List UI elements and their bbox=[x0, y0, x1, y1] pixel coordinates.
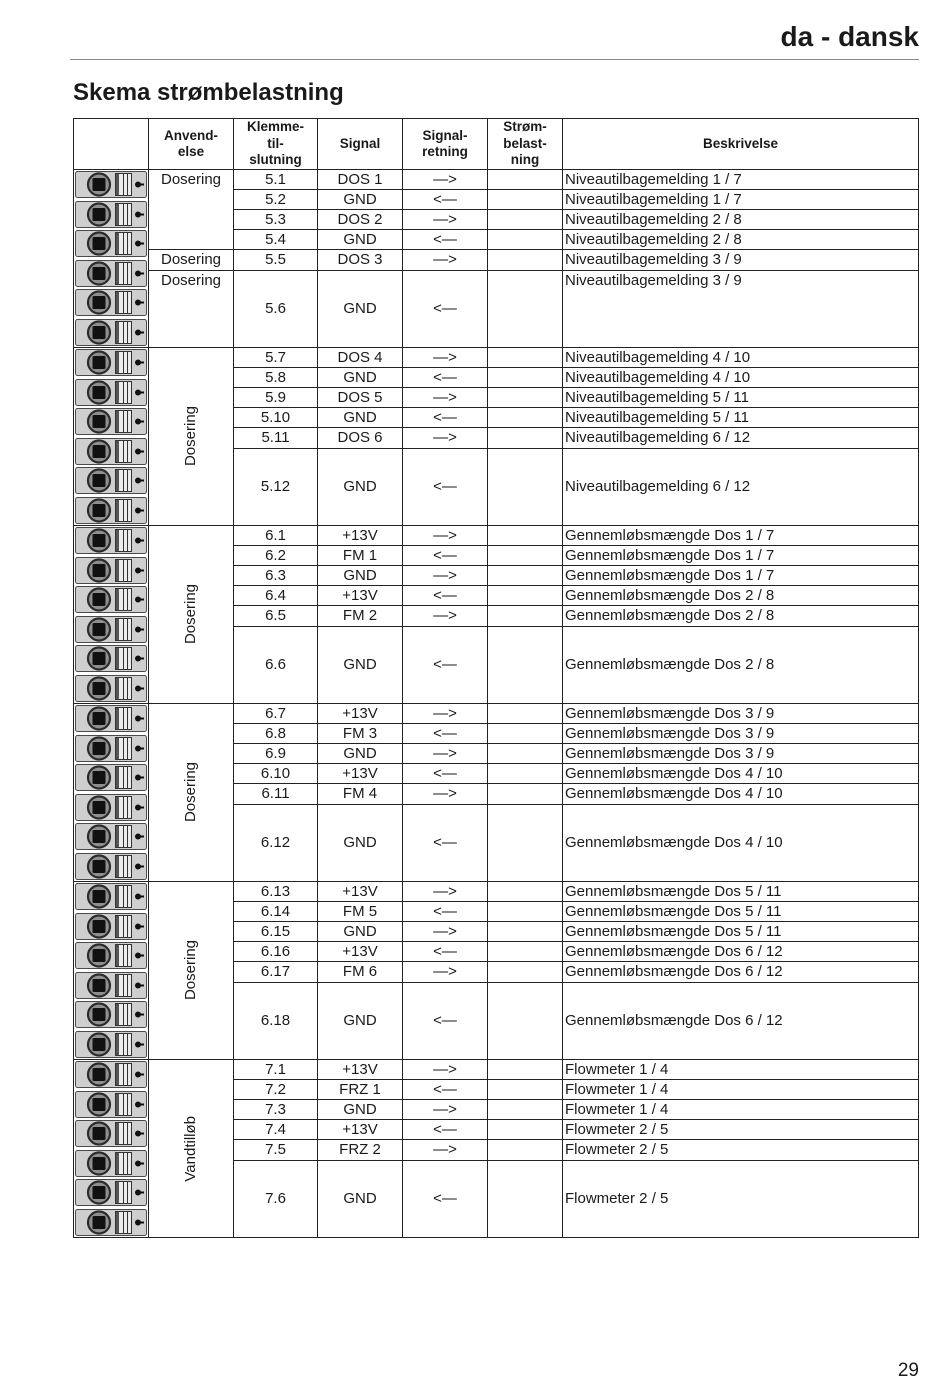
signal-direction-cell: <— bbox=[403, 368, 488, 388]
terminal-number-cell: 6.16 bbox=[234, 942, 318, 962]
description-cell: Gennemløbsmængde Dos 1 / 7 bbox=[563, 566, 919, 586]
signal-cell: GND bbox=[318, 805, 403, 882]
terminal-number-cell: 6.1 bbox=[234, 526, 318, 546]
signal-cell: FM 5 bbox=[318, 902, 403, 922]
terminal-block-icon bbox=[74, 407, 148, 437]
terminal-block-icon bbox=[74, 170, 148, 200]
terminal-number-cell: 6.14 bbox=[234, 902, 318, 922]
current-load-cell bbox=[488, 942, 563, 962]
terminal-number-cell: 6.7 bbox=[234, 704, 318, 724]
table-row bbox=[234, 1140, 919, 1161]
table-row bbox=[234, 170, 919, 190]
signal-cell: +13V bbox=[318, 1120, 403, 1140]
terminal-block-icon bbox=[74, 882, 148, 912]
table-row bbox=[234, 1100, 919, 1120]
current-load-cell bbox=[488, 1060, 563, 1080]
terminal-block-group bbox=[73, 348, 149, 526]
table-row bbox=[234, 983, 919, 1060]
current-load-cell bbox=[488, 388, 563, 408]
terminal-number-cell: 5.8 bbox=[234, 368, 318, 388]
description-cell: Flowmeter 2 / 5 bbox=[563, 1161, 919, 1238]
terminal-number-cell: 5.2 bbox=[234, 190, 318, 210]
terminal-number-cell: 5.11 bbox=[234, 428, 318, 449]
signal-direction-cell: —> bbox=[403, 962, 488, 983]
current-load-cell bbox=[488, 962, 563, 983]
signal-cell: DOS 4 bbox=[318, 348, 403, 368]
terminal-block-icon bbox=[74, 793, 148, 823]
header-current-load: Strøm- belast- ning bbox=[488, 118, 563, 170]
signal-direction-cell: <— bbox=[403, 764, 488, 784]
signal-direction-cell: —> bbox=[403, 388, 488, 408]
header-signal-direction: Signal- retning bbox=[403, 118, 488, 170]
table-row bbox=[234, 704, 919, 724]
terminal-block-icon bbox=[74, 734, 148, 764]
description-cell: Gennemløbsmængde Dos 6 / 12 bbox=[563, 962, 919, 983]
usage-cell bbox=[149, 704, 234, 882]
signal-direction-cell: <— bbox=[403, 1161, 488, 1238]
signal-direction-cell: <— bbox=[403, 627, 488, 704]
description-cell: Flowmeter 1 / 4 bbox=[563, 1080, 919, 1100]
terminal-block-icon bbox=[74, 763, 148, 793]
signal-direction-cell: <— bbox=[403, 805, 488, 882]
terminal-block-icon bbox=[74, 704, 148, 734]
description-cell: Gennemløbsmængde Dos 1 / 7 bbox=[563, 546, 919, 566]
terminal-number-cell: 6.13 bbox=[234, 882, 318, 902]
description-cell: Niveautilbagemelding 2 / 8 bbox=[563, 210, 919, 230]
terminal-block-icon bbox=[74, 941, 148, 971]
signal-cell: FM 4 bbox=[318, 784, 403, 805]
current-load-cell bbox=[488, 784, 563, 805]
header-rule bbox=[70, 59, 919, 60]
signal-direction-cell: —> bbox=[403, 170, 488, 190]
terminal-block-icon bbox=[74, 229, 148, 259]
terminal-number-cell: 6.5 bbox=[234, 606, 318, 627]
signal-cell: FM 2 bbox=[318, 606, 403, 627]
terminal-number-cell: 5.6 bbox=[234, 271, 318, 348]
terminal-number-cell: 5.10 bbox=[234, 408, 318, 428]
signal-direction-cell: <— bbox=[403, 983, 488, 1060]
terminal-block-icon bbox=[74, 496, 148, 526]
table-row bbox=[234, 627, 919, 704]
signal-cell: DOS 5 bbox=[318, 388, 403, 408]
current-load-cell bbox=[488, 408, 563, 428]
description-cell: Niveautilbagemelding 5 / 11 bbox=[563, 388, 919, 408]
table-row bbox=[234, 526, 919, 546]
description-cell: Niveautilbagemelding 2 / 8 bbox=[563, 230, 919, 250]
table-row bbox=[234, 368, 919, 388]
current-load-cell bbox=[488, 704, 563, 724]
terminal-block-icon bbox=[74, 1149, 148, 1179]
terminal-block-icon bbox=[74, 259, 148, 289]
terminal-number-cell: 7.3 bbox=[234, 1100, 318, 1120]
terminal-block-icon bbox=[74, 912, 148, 942]
table-row bbox=[234, 271, 919, 348]
usage-cell bbox=[149, 250, 234, 271]
description-cell: Niveautilbagemelding 4 / 10 bbox=[563, 348, 919, 368]
signal-cell: GND bbox=[318, 744, 403, 764]
signal-direction-cell: <— bbox=[403, 230, 488, 250]
table-row bbox=[234, 1120, 919, 1140]
description-cell: Flowmeter 2 / 5 bbox=[563, 1140, 919, 1161]
signal-cell: GND bbox=[318, 1161, 403, 1238]
signal-direction-cell: —> bbox=[403, 566, 488, 586]
terminal-number-cell: 5.1 bbox=[234, 170, 318, 190]
signal-direction-cell: —> bbox=[403, 428, 488, 449]
signal-cell: GND bbox=[318, 566, 403, 586]
usage-cell bbox=[149, 271, 234, 348]
signal-direction-cell: —> bbox=[403, 1060, 488, 1080]
table-row bbox=[234, 764, 919, 784]
terminal-block-icon bbox=[74, 585, 148, 615]
terminal-number-cell: 6.10 bbox=[234, 764, 318, 784]
terminal-number-cell: 5.12 bbox=[234, 449, 318, 526]
signal-direction-cell: <— bbox=[403, 942, 488, 962]
signal-cell: DOS 6 bbox=[318, 428, 403, 449]
terminal-block-icon bbox=[74, 200, 148, 230]
table-row bbox=[234, 922, 919, 942]
signal-cell: +13V bbox=[318, 942, 403, 962]
terminal-number-cell: 6.3 bbox=[234, 566, 318, 586]
signal-direction-cell: <— bbox=[403, 724, 488, 744]
signal-cell: GND bbox=[318, 1100, 403, 1120]
current-load-cell bbox=[488, 526, 563, 546]
table-row bbox=[234, 962, 919, 983]
current-load-cell bbox=[488, 170, 563, 190]
signal-cell: +13V bbox=[318, 526, 403, 546]
description-cell: Gennemløbsmængde Dos 5 / 11 bbox=[563, 922, 919, 942]
terminal-number-cell: 5.5 bbox=[234, 250, 318, 271]
terminal-block-icon bbox=[74, 348, 148, 378]
terminal-number-cell: 5.4 bbox=[234, 230, 318, 250]
signal-direction-cell: —> bbox=[403, 250, 488, 271]
table-row bbox=[234, 449, 919, 526]
terminal-number-cell: 6.6 bbox=[234, 627, 318, 704]
terminal-block-icon bbox=[74, 1000, 148, 1030]
usage-label: Dosering bbox=[182, 762, 199, 823]
description-cell: Gennemløbsmængde Dos 6 / 12 bbox=[563, 942, 919, 962]
terminal-number-cell: 6.8 bbox=[234, 724, 318, 744]
signal-direction-cell: <— bbox=[403, 1080, 488, 1100]
current-load-cell bbox=[488, 744, 563, 764]
current-load-cell bbox=[488, 348, 563, 368]
terminal-number-cell: 6.2 bbox=[234, 546, 318, 566]
current-load-cell bbox=[488, 902, 563, 922]
signal-direction-cell: —> bbox=[403, 744, 488, 764]
description-cell: Gennemløbsmængde Dos 2 / 8 bbox=[563, 606, 919, 627]
description-cell: Gennemløbsmængde Dos 3 / 9 bbox=[563, 724, 919, 744]
terminal-block-group bbox=[73, 170, 149, 348]
table-row bbox=[234, 348, 919, 368]
usage-cell bbox=[149, 348, 234, 526]
signal-cell: GND bbox=[318, 408, 403, 428]
header-terminal: Klemme- til- slutning bbox=[234, 118, 318, 170]
table-row bbox=[234, 250, 919, 271]
description-cell: Gennemløbsmængde Dos 6 / 12 bbox=[563, 983, 919, 1060]
usage-cell bbox=[149, 1060, 234, 1238]
signal-cell: GND bbox=[318, 627, 403, 704]
terminal-number-cell: 7.2 bbox=[234, 1080, 318, 1100]
description-cell: Niveautilbagemelding 1 / 7 bbox=[563, 190, 919, 210]
signal-cell: GND bbox=[318, 922, 403, 942]
terminal-block-icon bbox=[74, 971, 148, 1001]
terminal-block-icon bbox=[74, 1030, 148, 1060]
terminal-block-icon bbox=[74, 378, 148, 408]
usage-label: Dosering bbox=[182, 406, 199, 467]
current-load-cell bbox=[488, 1140, 563, 1161]
current-load-cell bbox=[488, 882, 563, 902]
signal-direction-cell: <— bbox=[403, 449, 488, 526]
terminal-number-cell: 6.12 bbox=[234, 805, 318, 882]
signal-direction-cell: —> bbox=[403, 606, 488, 627]
terminal-number-cell: 6.15 bbox=[234, 922, 318, 942]
current-load-cell bbox=[488, 546, 563, 566]
header-terminal-image bbox=[73, 118, 149, 170]
description-cell: Gennemløbsmængde Dos 3 / 9 bbox=[563, 704, 919, 724]
description-cell: Gennemløbsmængde Dos 5 / 11 bbox=[563, 902, 919, 922]
table-row bbox=[234, 586, 919, 606]
signal-direction-cell: —> bbox=[403, 210, 488, 230]
current-load-cell bbox=[488, 764, 563, 784]
signal-cell: +13V bbox=[318, 704, 403, 724]
signal-cell: +13V bbox=[318, 882, 403, 902]
signal-cell: +13V bbox=[318, 1060, 403, 1080]
terminal-block-icon bbox=[74, 288, 148, 318]
terminal-block-icon bbox=[74, 556, 148, 586]
signal-direction-cell: <— bbox=[403, 408, 488, 428]
description-cell: Niveautilbagemelding 5 / 11 bbox=[563, 408, 919, 428]
signal-direction-cell: <— bbox=[403, 190, 488, 210]
usage-label: Dosering bbox=[160, 171, 222, 188]
usage-label: Vandtilløb bbox=[182, 1115, 199, 1182]
usage-label: Dosering bbox=[160, 272, 222, 289]
signal-direction-cell: <— bbox=[403, 1120, 488, 1140]
table-row bbox=[234, 1161, 919, 1238]
current-load-cell bbox=[488, 271, 563, 348]
signal-cell: FRZ 2 bbox=[318, 1140, 403, 1161]
terminal-number-cell: 7.5 bbox=[234, 1140, 318, 1161]
description-cell: Gennemløbsmængde Dos 4 / 10 bbox=[563, 764, 919, 784]
description-cell: Niveautilbagemelding 3 / 9 bbox=[563, 250, 919, 271]
header-description: Beskrivelse bbox=[563, 118, 919, 170]
table-row bbox=[234, 784, 919, 805]
table-row bbox=[234, 902, 919, 922]
current-load-cell bbox=[488, 1161, 563, 1238]
signal-direction-cell: —> bbox=[403, 526, 488, 546]
current-load-cell bbox=[488, 1080, 563, 1100]
usage-cell bbox=[149, 882, 234, 1060]
signal-direction-cell: —> bbox=[403, 922, 488, 942]
terminal-block-icon bbox=[74, 1060, 148, 1090]
table-row bbox=[234, 744, 919, 764]
description-cell: Flowmeter 1 / 4 bbox=[563, 1060, 919, 1080]
description-cell: Flowmeter 1 / 4 bbox=[563, 1100, 919, 1120]
current-load-cell bbox=[488, 566, 563, 586]
signal-direction-cell: —> bbox=[403, 704, 488, 724]
table-row bbox=[234, 882, 919, 902]
table-row bbox=[234, 190, 919, 210]
terminal-block-icon bbox=[74, 615, 148, 645]
current-load-cell bbox=[488, 368, 563, 388]
terminal-block-icon bbox=[74, 674, 148, 704]
signal-direction-cell: <— bbox=[403, 902, 488, 922]
current-load-cell bbox=[488, 983, 563, 1060]
signal-cell: +13V bbox=[318, 764, 403, 784]
terminal-block-icon bbox=[74, 1178, 148, 1208]
description-cell: Gennemløbsmængde Dos 5 / 11 bbox=[563, 882, 919, 902]
terminal-number-cell: 7.1 bbox=[234, 1060, 318, 1080]
current-load-cell bbox=[488, 1100, 563, 1120]
signal-direction-cell: <— bbox=[403, 546, 488, 566]
signal-cell: GND bbox=[318, 271, 403, 348]
terminal-number-cell: 7.4 bbox=[234, 1120, 318, 1140]
terminal-block-icon bbox=[74, 318, 148, 348]
signal-cell: DOS 3 bbox=[318, 250, 403, 271]
current-load-cell bbox=[488, 1120, 563, 1140]
signal-direction-cell: —> bbox=[403, 1140, 488, 1161]
table-row bbox=[234, 1080, 919, 1100]
table-row bbox=[234, 230, 919, 250]
current-load-cell bbox=[488, 606, 563, 627]
description-cell: Niveautilbagemelding 6 / 12 bbox=[563, 428, 919, 449]
terminal-block-group bbox=[73, 882, 149, 1060]
terminal-block-icon bbox=[74, 437, 148, 467]
table-body bbox=[73, 170, 919, 1238]
current-load-cell bbox=[488, 724, 563, 744]
terminal-number-cell: 6.17 bbox=[234, 962, 318, 983]
header-signal: Signal bbox=[318, 118, 403, 170]
table-row bbox=[234, 805, 919, 882]
current-load-cell bbox=[488, 210, 563, 230]
terminal-number-cell: 6.9 bbox=[234, 744, 318, 764]
signal-cell: +13V bbox=[318, 586, 403, 606]
signal-direction-cell: —> bbox=[403, 784, 488, 805]
description-cell: Niveautilbagemelding 1 / 7 bbox=[563, 170, 919, 190]
terminal-number-cell: 6.4 bbox=[234, 586, 318, 606]
table-row bbox=[234, 388, 919, 408]
current-load-cell bbox=[488, 922, 563, 942]
signal-cell: GND bbox=[318, 449, 403, 526]
description-cell: Gennemløbsmængde Dos 4 / 10 bbox=[563, 805, 919, 882]
table-row bbox=[234, 210, 919, 230]
description-cell: Flowmeter 2 / 5 bbox=[563, 1120, 919, 1140]
terminal-block-icon bbox=[74, 852, 148, 882]
current-load-table bbox=[73, 118, 919, 1238]
terminal-block-icon bbox=[74, 822, 148, 852]
current-load-cell bbox=[488, 250, 563, 271]
terminal-block-icon bbox=[74, 466, 148, 496]
terminal-block-icon bbox=[74, 1208, 148, 1238]
signal-cell: FM 6 bbox=[318, 962, 403, 983]
signal-cell: DOS 2 bbox=[318, 210, 403, 230]
description-cell: Gennemløbsmængde Dos 2 / 8 bbox=[563, 586, 919, 606]
table-row bbox=[234, 724, 919, 744]
table-row bbox=[234, 566, 919, 586]
usage-cell bbox=[149, 170, 234, 250]
description-cell: Gennemløbsmængde Dos 3 / 9 bbox=[563, 744, 919, 764]
usage-label: Dosering bbox=[182, 940, 199, 1001]
signal-direction-cell: —> bbox=[403, 348, 488, 368]
terminal-number-cell: 6.11 bbox=[234, 784, 318, 805]
terminal-number-cell: 5.3 bbox=[234, 210, 318, 230]
terminal-block-icon bbox=[74, 1119, 148, 1149]
terminal-block-icon bbox=[74, 526, 148, 556]
signal-direction-cell: —> bbox=[403, 882, 488, 902]
table-row bbox=[234, 606, 919, 627]
description-cell: Niveautilbagemelding 6 / 12 bbox=[563, 449, 919, 526]
description-cell: Niveautilbagemelding 3 / 9 bbox=[563, 271, 919, 348]
terminal-block-group bbox=[73, 704, 149, 882]
usage-label: Dosering bbox=[182, 584, 199, 645]
description-cell: Gennemløbsmængde Dos 2 / 8 bbox=[563, 627, 919, 704]
signal-cell: GND bbox=[318, 190, 403, 210]
current-load-cell bbox=[488, 449, 563, 526]
current-load-cell bbox=[488, 627, 563, 704]
terminal-number-cell: 5.7 bbox=[234, 348, 318, 368]
current-load-cell bbox=[488, 586, 563, 606]
signal-direction-cell: <— bbox=[403, 586, 488, 606]
current-load-cell bbox=[488, 428, 563, 449]
current-load-cell bbox=[488, 190, 563, 210]
terminal-number-cell: 7.6 bbox=[234, 1161, 318, 1238]
table-row bbox=[234, 428, 919, 449]
table-row bbox=[234, 942, 919, 962]
signal-cell: GND bbox=[318, 368, 403, 388]
description-cell: Gennemløbsmængde Dos 1 / 7 bbox=[563, 526, 919, 546]
signal-cell: FM 3 bbox=[318, 724, 403, 744]
terminal-number-cell: 5.9 bbox=[234, 388, 318, 408]
current-load-cell bbox=[488, 805, 563, 882]
page-title: Skema strømbelastning bbox=[73, 79, 344, 106]
language-label: da - dansk bbox=[780, 21, 919, 52]
terminal-block-icon bbox=[74, 644, 148, 674]
usage-label: Dosering bbox=[160, 251, 222, 268]
terminal-block-group bbox=[73, 1060, 149, 1238]
usage-cell bbox=[149, 526, 234, 704]
table-row bbox=[234, 546, 919, 566]
current-load-cell bbox=[488, 230, 563, 250]
signal-cell: FM 1 bbox=[318, 546, 403, 566]
table-row bbox=[234, 1060, 919, 1080]
signal-direction-cell: —> bbox=[403, 1100, 488, 1120]
signal-cell: GND bbox=[318, 230, 403, 250]
signal-cell: FRZ 1 bbox=[318, 1080, 403, 1100]
signal-direction-cell: <— bbox=[403, 271, 488, 348]
terminal-block-group bbox=[73, 526, 149, 704]
signal-cell: GND bbox=[318, 983, 403, 1060]
description-cell: Niveautilbagemelding 4 / 10 bbox=[563, 368, 919, 388]
terminal-block-icon bbox=[74, 1090, 148, 1120]
terminal-number-cell: 6.18 bbox=[234, 983, 318, 1060]
signal-cell: DOS 1 bbox=[318, 170, 403, 190]
description-cell: Gennemløbsmængde Dos 4 / 10 bbox=[563, 784, 919, 805]
header-usage: Anvend- else bbox=[149, 118, 234, 170]
table-row bbox=[234, 408, 919, 428]
page-number: 29 bbox=[897, 1360, 919, 1381]
